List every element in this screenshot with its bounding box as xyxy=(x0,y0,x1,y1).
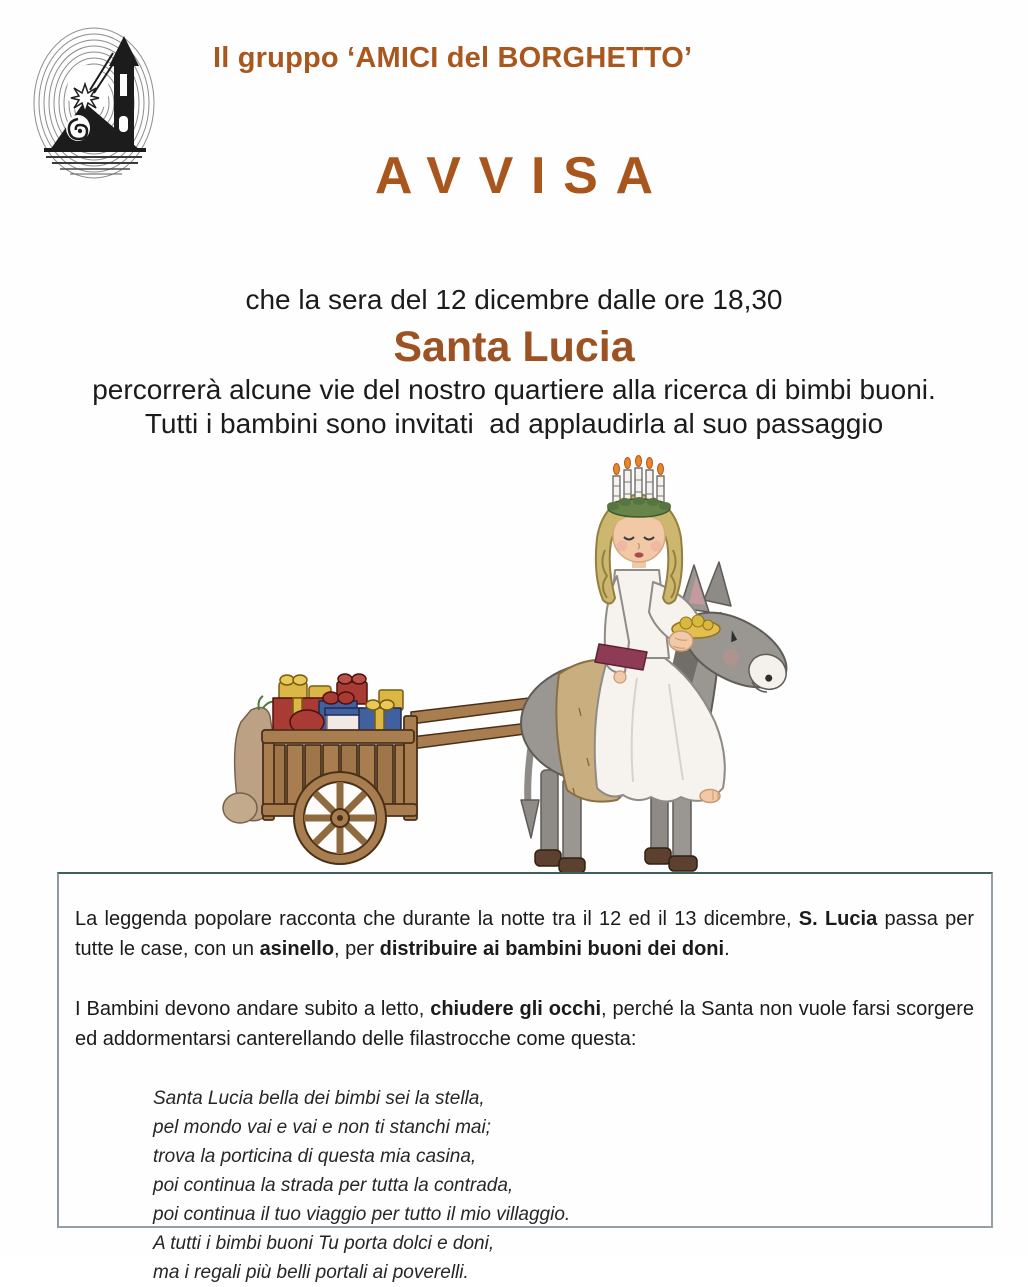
legend-text-box xyxy=(57,872,993,1283)
legend-paragraph-1: La leggenda popolare racconta che durante la notte tra il 12 ed il 13 dicembre, S. Lucia passa per tutte le case, con un asinello, per distribuire ai bambini buoni dei doni. xyxy=(75,908,974,960)
poem-line: trova la porticina di questa mia casina, xyxy=(153,1146,477,1167)
poem-line: poi continua la strada per tutta la contrada, xyxy=(153,1175,514,1196)
group-title: Il gruppo ‘AMICI del BORGHETTO’ xyxy=(213,42,693,74)
intro-date-line: che la sera del 12 dicembre dalle ore 18,30 xyxy=(245,284,783,315)
intro-block xyxy=(0,283,1028,441)
santa-lucia-figure xyxy=(595,456,725,803)
poem-line: ma i regali più belli portali ai poverelli. xyxy=(153,1262,469,1283)
gift-cart xyxy=(223,674,563,864)
intro-line-3: Tutti i bambini sono invitati ad applaudirla al suo passaggio xyxy=(144,408,884,439)
santa-lucia-riding-donkey-with-gift-cart-illustration xyxy=(207,458,807,873)
announce-word: AVVISA xyxy=(374,147,671,205)
santa-lucia-title: Santa Lucia xyxy=(393,323,635,371)
intro-line-2: percorrerà alcune vie del nostro quartiere alla ricerca di bimbi buoni. xyxy=(92,374,936,405)
poem-line: pel mondo vai e vai e non ti stanchi mai; xyxy=(153,1117,491,1138)
santa-lucia-poem xyxy=(153,1084,974,1287)
poem-line: Santa Lucia bella dei bimbi sei la stella, xyxy=(153,1088,485,1109)
poem-line: A tutti i bimbi buoni Tu porta dolci e doni, xyxy=(153,1233,495,1254)
poem-line: poi continua il tuo viaggio per tutto il mio villaggio. xyxy=(153,1204,571,1225)
legend-paragraph-2: I Bambini devono andare subito a letto, chiudere gli occhi, perché la Santa non vuole farsi scorgere ed addormentarsi canterellando delle filastrocche come questa: xyxy=(75,998,974,1050)
